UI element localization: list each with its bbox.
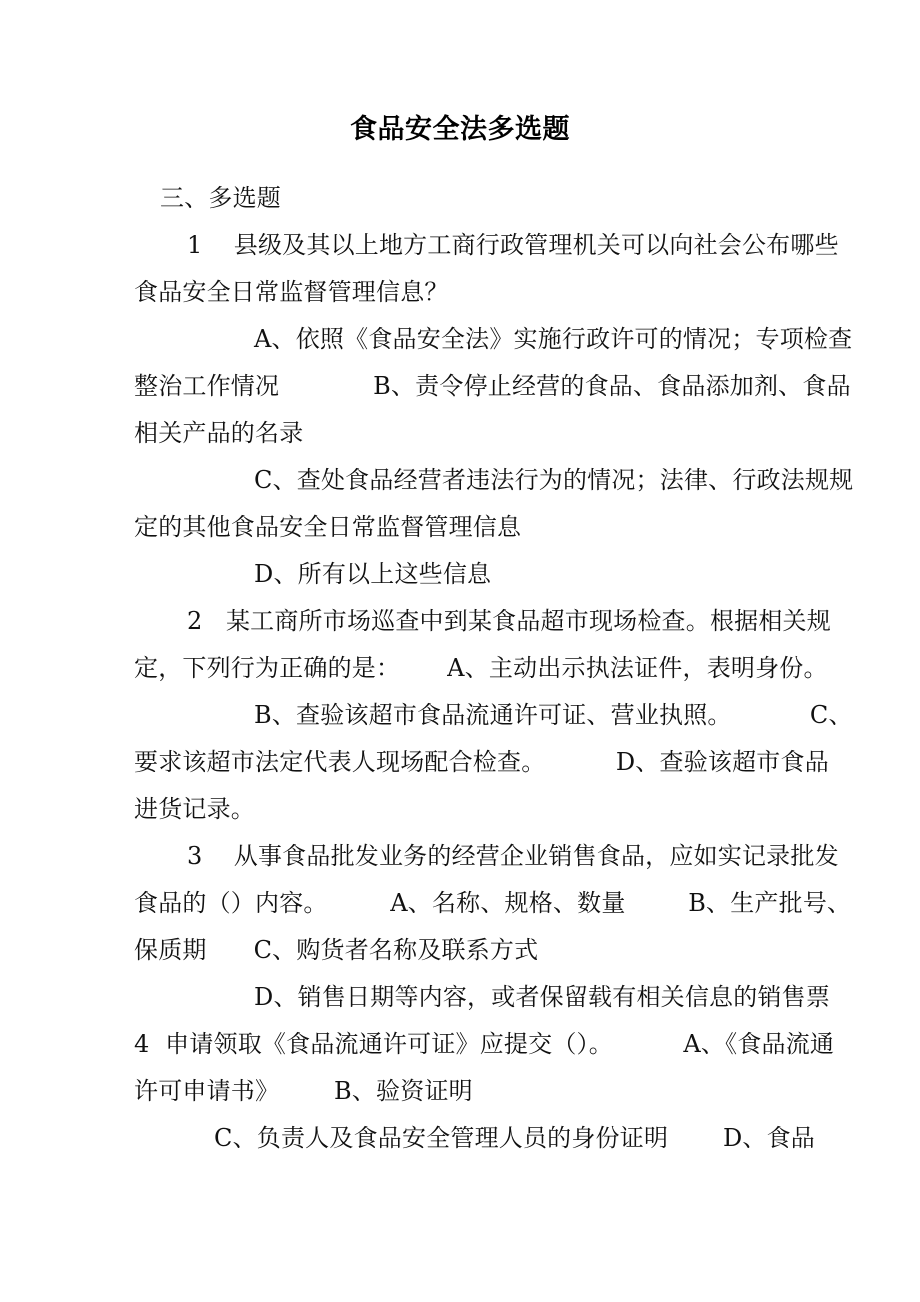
text-line: 食品安全日常监督管理信息？ xyxy=(134,278,449,306)
text-line: 定的其他食品安全日常监督管理信息 xyxy=(134,513,522,541)
text-line: 1 县级及其以上地方工商行政管理机关可以向社会公布哪些 xyxy=(187,231,839,259)
text-line: B、查验该超市食品流通许可证、营业执照。 C、 xyxy=(254,701,853,729)
text-line: A、依照《食品安全法》实施行政许可的情况；专项检查 xyxy=(254,325,853,353)
text-line: 食品的（）内容。 A、名称、规格、数量 B、生产批号、 xyxy=(134,889,852,917)
text-line: C、查处食品经营者违法行为的情况；法律、行政法规规 xyxy=(254,466,854,494)
text-line: D、销售日期等内容，或者保留载有相关信息的销售票 xyxy=(254,983,831,1011)
text-line: C、负责人及食品安全管理人员的身份证明 D、食品 xyxy=(214,1124,816,1152)
text-line: 许可申请书》 B、验资证明 xyxy=(134,1077,473,1105)
text-line: 保质期 C、购货者名称及联系方式 xyxy=(134,936,539,964)
document-body xyxy=(134,175,854,1162)
text-line: 2 某工商所市场巡查中到某食品超市现场检查。根据相关规 xyxy=(187,607,831,635)
text-line: D、所有以上这些信息 xyxy=(254,560,492,588)
text-line: 定，下列行为正确的是： A、主动出示执法证件，表明身份。 xyxy=(134,654,828,682)
page-title: 食品安全法多选题 xyxy=(350,114,570,145)
text-line: 4 申请领取《食品流通许可证》应提交（）。 A、《食品流通 xyxy=(134,1030,835,1058)
text-line: 整治工作情况 B、责令停止经营的食品、食品添加剂、食品 xyxy=(134,372,851,400)
text-line: 相关产品的名录 xyxy=(134,419,304,447)
text-line: 进货记录。 xyxy=(134,795,255,823)
text-line: 要求该超市法定代表人现场配合检查。 D、查验该超市食品 xyxy=(134,748,829,776)
text-line: 3 从事食品批发业务的经营企业销售食品，应如实记录批发 xyxy=(187,842,839,870)
text-line: 三、多选题 xyxy=(160,184,281,212)
